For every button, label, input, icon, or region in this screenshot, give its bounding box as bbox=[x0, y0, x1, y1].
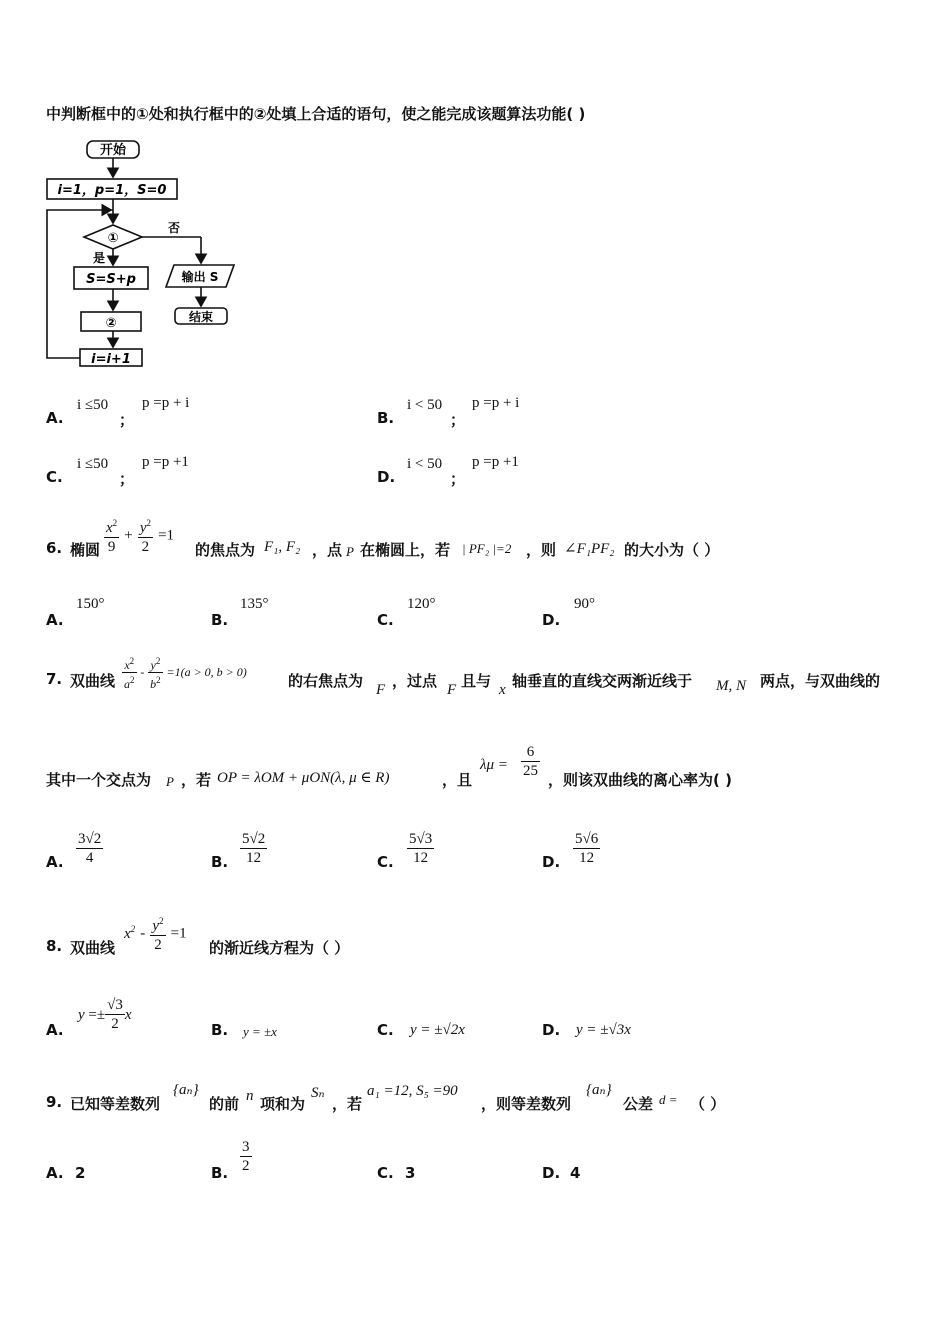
intro-text: 中判断框中的①处和执行框中的②处填上合适的语句，使之能完成该题算法功能( ) bbox=[46, 105, 586, 123]
q7-f2: F bbox=[447, 682, 457, 698]
flow-incr-label: i=i+1 bbox=[91, 352, 131, 367]
flow-yes-label: 是 bbox=[92, 251, 106, 265]
flow-start-label: 开始 bbox=[99, 143, 127, 158]
q8-hyperbola-equation: $x^2$ - $\frac{y^2}{2}$ =1 bbox=[124, 912, 187, 954]
flow-init-label: i=1，p=1，S=0 bbox=[57, 183, 167, 198]
flow-step2-label: ② bbox=[105, 316, 117, 331]
q9-seq-2: {aₙ} bbox=[586, 1082, 612, 1098]
q7-lambda-mu-value: $\frac{6}{25}$ bbox=[523, 744, 538, 779]
flow-end-label: 结束 bbox=[188, 310, 214, 324]
flow-no-label: 否 bbox=[167, 221, 181, 235]
flow-sum-label: S=S+p bbox=[86, 272, 136, 287]
flow-cond-label: ① bbox=[107, 231, 119, 246]
q6-ellipse-equation: $\frac{x^2}{9}$ + $\frac{y^2}{2}$ =1 bbox=[104, 514, 174, 556]
q7-hyperbola-equation: $\frac{x^2}{a^2}$ - $\frac{y^2}{b^2}$ =1(a > 0, b > 0) bbox=[124, 656, 247, 691]
flow-output-label: 输出 S bbox=[181, 270, 219, 284]
flowchart bbox=[44, 138, 244, 378]
